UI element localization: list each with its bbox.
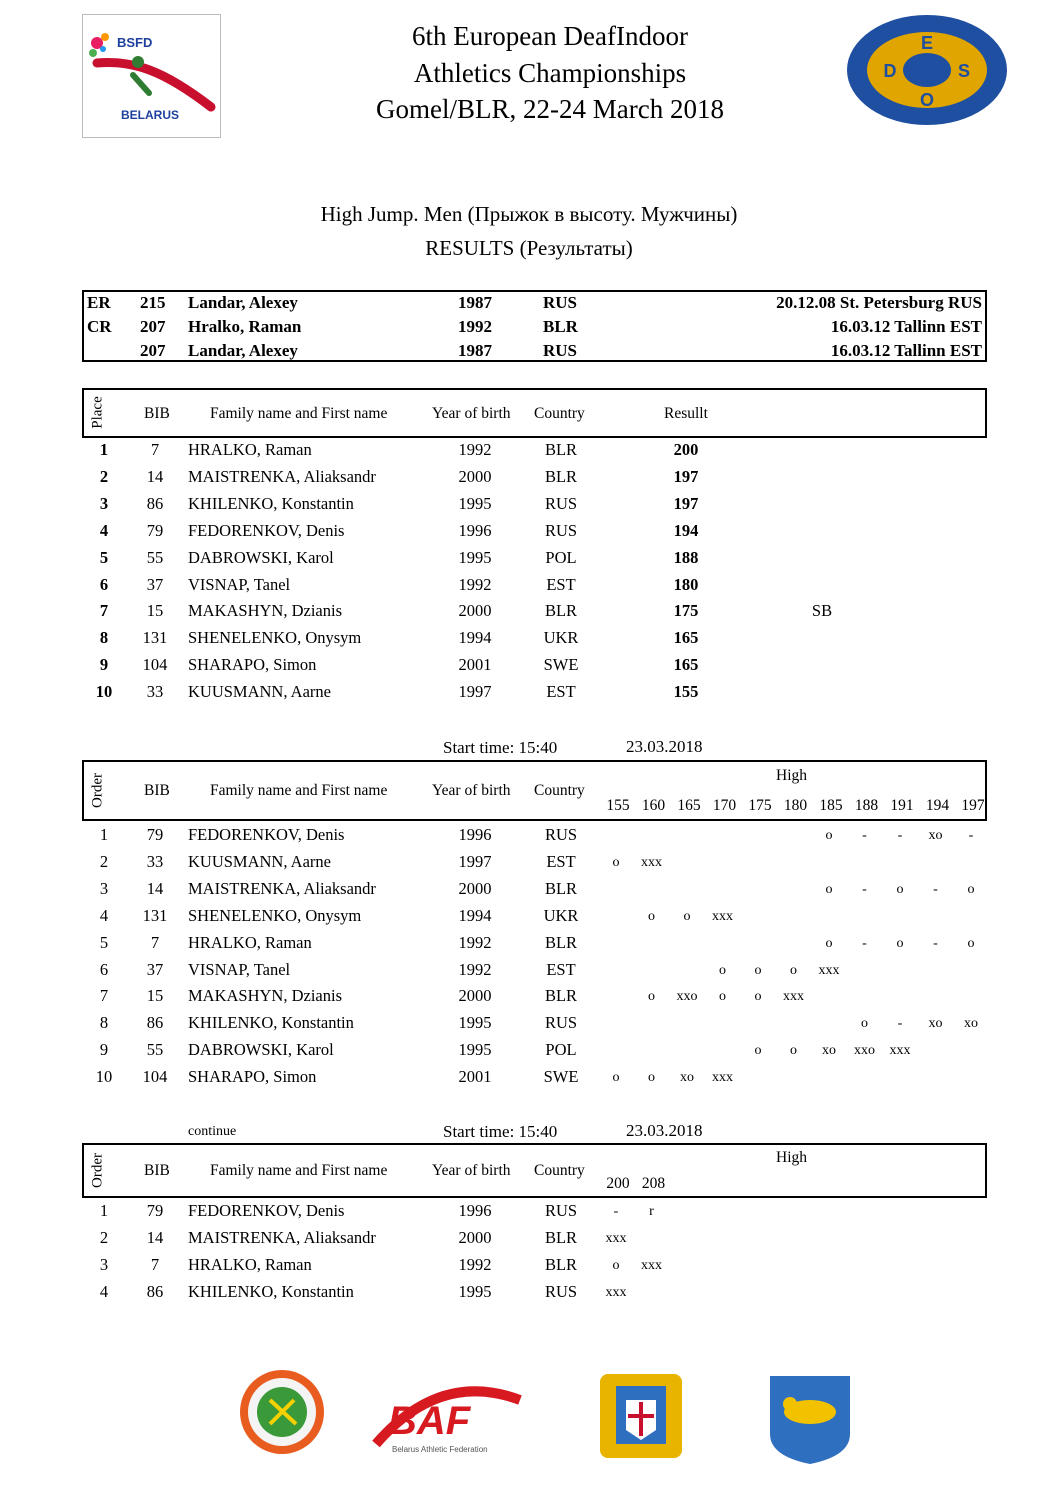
progression-row [0,1067,1058,1093]
birth-year: 1995 [458,547,492,567]
header-name: Family name and First name [210,1162,388,1179]
attempt-mark: o [896,935,904,951]
progression-row [0,960,1058,986]
attempt-mark: xo [928,828,943,843]
athlete-name: KHILENKO, Konstantin [188,493,354,513]
progression-row [0,1282,1058,1308]
athlete-name: KUUSMANN, Aarne [188,851,331,871]
order-number: 7 [99,986,109,1006]
attempt-mark: o [825,881,833,897]
athlete-bib: 131 [142,905,168,925]
result-bib: 7 [150,440,160,459]
attempt-mark: xxx [783,989,804,1005]
header-country: Country [534,1162,585,1179]
result-bib: 79 [146,520,164,540]
attempt-mark: - [862,828,867,843]
result-bib: 55 [146,547,164,567]
championship-title [290,18,810,128]
header-name: Family name and First name [210,782,388,799]
record-value: 207 [140,341,166,360]
height-label: 208 [641,1175,666,1192]
country-code: RUS [544,825,578,844]
athlete-bib: 55 [146,1040,164,1060]
country-code: BLR [544,466,578,486]
record-row [84,341,985,365]
record-type: CR [87,317,112,336]
height-label: 180 [783,797,808,814]
country-code: BLR [544,986,578,1006]
attempt-mark: - [862,881,867,897]
order-number: 10 [95,1067,113,1087]
result-bib: 104 [142,655,168,675]
height-label: 170 [712,797,737,814]
athlete-bib: 104 [142,1067,168,1087]
athlete-bib: 33 [146,851,164,871]
attempt-mark: - [933,881,938,897]
attempt-mark: xxx [818,962,840,978]
birth-year: 2000 [458,601,492,621]
athlete-name: MAISTRENKA, Aliaksandr [188,466,376,486]
baf-text: BAF [388,1399,471,1443]
progression-row [0,933,1058,959]
progression-header-2 [82,1143,987,1198]
start-time-label: Start time: [443,738,515,757]
result-mark: 200 [673,440,699,459]
attempt-mark: o [861,1016,868,1032]
attempt-mark: xxo [676,989,698,1005]
bsfd-text: BSFD [117,35,153,50]
country-code: BLR [544,878,578,898]
athlete-name: MAKASHYN, Dzianis [188,986,342,1006]
attempt-mark: - [897,828,903,843]
edso-letter-e: E [920,33,934,53]
attempt-mark: o [790,1043,797,1059]
result-bib: 37 [146,574,164,594]
athlete-name: HRALKO, Raman [188,932,312,952]
order-number: 4 [99,1281,109,1301]
athlete-name: DABROWSKI, Karol [188,547,334,567]
attempt-mark: - [968,828,974,843]
athlete-bib: 15 [146,986,164,1006]
country-code: SWE [543,655,579,675]
record-value: 207 [140,317,166,336]
attempt-mark: xxx [605,1230,627,1246]
order-number: 5 [99,932,109,952]
birth-year: 2000 [458,878,492,898]
athlete-bib: 14 [146,878,164,898]
start-time-value: 15:40 [518,738,558,757]
height-label: 165 [677,797,701,814]
height-label: 191 [890,797,914,814]
date-2: 23.03.2018 [626,1121,703,1140]
athlete-name: MAKASHYN, Dzianis [188,601,342,621]
athlete-name: KHILENKO, Konstantin [188,1281,354,1301]
progression-row [0,852,1058,878]
result-row [0,628,1058,654]
attempt-mark: xo [822,1043,836,1059]
birth-year: 2000 [458,1227,492,1247]
start-time-label: Start time: [443,1122,515,1141]
height-label: 175 [748,797,772,814]
athlete-name: HRALKO, Raman [188,1254,312,1274]
record-value: 215 [140,293,166,312]
event-title: High Jump. Men (Прыжок в высоту. Мужчины) [320,202,738,226]
athlete-name: FEDORENKOV, Denis [188,825,345,844]
birth-year: 1992 [458,932,492,952]
result-place: 7 [99,601,109,621]
athlete-name: SHARAPO, Simon [188,655,317,675]
order-number: 2 [99,851,109,871]
progression-row [0,1201,1058,1227]
record-info: 16.03.12 Tallinn EST [830,341,982,360]
attempt-mark: - [933,935,938,951]
header-name: Family name and First name [210,405,388,422]
height-label: 155 [606,797,630,814]
date-1: 23.03.2018 [626,737,703,756]
height-label: 188 [854,797,879,814]
athlete-name: KHILENKO, Konstantin [188,1013,354,1033]
record-name: Landar, Alexey [188,293,298,312]
record-country: RUS [543,341,578,360]
progression-header-1 [82,760,987,821]
result-row [0,440,1058,466]
order-number: 4 [99,905,109,925]
attempt-mark: o [967,935,975,951]
birth-year: 1997 [458,851,492,871]
birth-year: 1992 [458,1254,492,1274]
birth-year: 2000 [458,986,492,1006]
result-row [0,521,1058,547]
start-time-value: 15:40 [518,1122,558,1141]
country-code: EST [546,574,576,594]
height-label: 194 [925,797,950,814]
country-code: BLR [544,601,578,621]
attempt-mark: o [967,881,975,897]
header-order: Order [89,773,106,808]
record-row [84,293,985,317]
attempt-mark: xxx [889,1043,911,1059]
edso-letter-o: O [919,90,935,110]
result-mark: 188 [673,547,699,567]
start-time-1 [443,738,557,758]
order-number: 1 [99,825,109,844]
attempt-mark: o [754,1043,762,1059]
attempt-mark: o [648,908,655,924]
birth-year: 1996 [458,825,492,844]
result-place: 4 [99,520,109,540]
record-type: ER [87,293,111,312]
record-row [84,317,985,341]
result-mark: 197 [673,493,699,513]
result-place: 9 [99,655,109,675]
country-code: BLR [544,1227,578,1247]
record-name: Hralko, Raman [188,317,302,336]
baf-logo [376,1391,520,1454]
header-bib: BIB [144,782,170,799]
birth-year: 1996 [458,520,492,540]
birth-year: 1994 [458,905,492,925]
result-bib: 14 [146,466,164,486]
record-info: 20.12.08 St. Petersburg RUS [776,293,982,312]
result-mark: 180 [673,574,699,594]
continue-label: continue [188,1124,237,1139]
birth-year: 1997 [458,682,492,702]
attempt-mark: o [719,962,726,978]
birth-year: 1992 [458,574,492,594]
country-code: POL [545,547,577,567]
record-country: RUS [543,293,578,312]
record-year: 1987 [458,341,492,360]
baf-subtitle: Belarus Athletic Federation [392,1445,488,1454]
event-subtitle: RESULTS (Результаты) [425,236,633,260]
country-code: UKR [543,905,579,925]
record-year: 1987 [458,293,492,312]
title-line-3: Gomel/BLR, 22-24 March 2018 [376,94,724,124]
progression-row [0,1013,1058,1039]
progression-row [0,1228,1058,1254]
edso-letter-s: S [957,61,971,81]
order-number: 6 [99,959,109,979]
progression-row [0,879,1058,905]
attempt-mark: r [649,1204,654,1219]
header-country: Country [534,405,585,422]
birth-year: 1996 [458,1201,492,1220]
edso-logo [845,14,1008,127]
result-row [0,548,1058,574]
athlete-name: SHARAPO, Simon [188,1067,317,1087]
athlete-name: VISNAP, Tanel [188,959,291,979]
attempt-mark: o [648,1070,655,1086]
result-mark: 194 [673,520,699,540]
title-line-1: 6th European DeafIndoor [412,21,688,51]
country-code: EST [546,682,576,702]
gomel-region-coat-of-arms-icon [600,1374,682,1458]
athlete-name: FEDORENKOV, Denis [188,520,345,540]
country-code: POL [545,1040,577,1060]
attempt-mark: xo [680,1070,694,1086]
result-bib: 33 [146,682,164,702]
attempt-mark: o [754,989,762,1005]
header-country: Country [534,782,585,799]
height-label: 197 [961,797,985,814]
attempt-mark: o [683,908,691,924]
country-code: RUS [544,1013,578,1033]
attempt-mark: o [896,881,904,897]
order-number: 2 [99,1227,109,1247]
athlete-name: MAISTRENKA, Aliaksandr [188,1227,376,1247]
header-place: Place [89,396,106,429]
birth-year: 2001 [458,1067,492,1087]
height-label: 200 [606,1175,630,1192]
country-code: RUS [544,1281,578,1301]
records-box [82,290,987,362]
header-result: Resullt [664,405,708,422]
result-row [0,655,1058,681]
record-year: 1992 [458,317,492,336]
country-code: BLR [544,1254,578,1274]
attempt-mark: - [862,935,867,951]
header-year: Year of birth [432,782,511,799]
attempt-mark: xxx [712,1070,733,1086]
attempt-mark: xxx [641,1257,662,1273]
birth-year: 2001 [458,655,492,675]
attempt-mark: - [897,1016,903,1032]
gomel-city-coat-of-arms-icon [770,1376,850,1464]
header-bib: BIB [144,405,170,422]
athlete-name: SHENELENKO, Onysym [188,905,362,925]
athlete-name: SHENELENKO, Onysym [188,628,362,648]
result-place: 2 [99,466,109,486]
bsfd-belarus-logo [82,14,221,138]
birth-year: 1995 [458,1013,492,1033]
attempt-mark: xxo [854,1043,875,1059]
country-code: EST [546,959,576,979]
athlete-name: DABROWSKI, Karol [188,1040,334,1060]
header-high: High [776,1149,807,1166]
result-place: 10 [95,682,113,702]
belarus-text: BELARUS [121,108,180,122]
athlete-bib: 86 [146,1281,164,1301]
result-note: SB [811,601,833,621]
result-row [0,601,1058,627]
result-mark: 165 [673,628,699,648]
result-mark: 175 [673,601,699,621]
sunburst-icon [89,33,109,57]
athlete-bib: 14 [146,1227,164,1247]
birth-year: 1995 [458,493,492,513]
progression-row [0,1040,1058,1066]
country-code: UKR [543,628,579,648]
sponsor-logos [0,1360,1058,1470]
record-info: 16.03.12 Tallinn EST [830,317,982,336]
order-number: 1 [99,1201,109,1220]
athlete-name: HRALKO, Raman [188,440,312,459]
edso-letter-d: D [883,61,897,81]
country-code: BLR [544,932,578,952]
athlete-name: MAISTRENKA, Aliaksandr [188,878,376,898]
birth-year: 2000 [458,466,492,486]
progression-row [0,1255,1058,1281]
birth-year: 1992 [458,959,492,979]
athlete-bib: 79 [146,825,164,844]
athlete-bib: 79 [146,1201,164,1220]
attempt-mark: o [790,962,797,978]
attempt-mark: o [719,989,726,1005]
country-code: RUS [544,493,578,513]
birth-year: 1995 [458,1281,492,1301]
athlete-bib: 7 [150,932,160,952]
athlete-name: KUUSMANN, Aarne [188,682,331,702]
attempt-mark: o [825,935,833,951]
ministry-sport-emblem-icon [240,1370,324,1454]
attempt-mark: o [612,1070,620,1086]
attempt-mark: o [648,989,655,1005]
header-bib: BIB [144,1162,170,1179]
country-code: SWE [543,1067,579,1087]
result-place: 3 [99,493,109,513]
attempt-mark: o [754,962,762,978]
order-number: 8 [99,1013,109,1033]
order-number: 3 [99,878,109,898]
athlete-name: FEDORENKOV, Denis [188,1201,345,1220]
country-code: RUS [544,520,578,540]
result-row [0,682,1058,708]
result-bib: 15 [146,601,164,621]
attempt-mark: - [613,1204,619,1219]
result-row [0,575,1058,601]
height-label: 160 [641,797,666,814]
athlete-bib: 7 [150,1254,160,1274]
progression-row [0,825,1058,851]
progression-row [0,986,1058,1012]
result-row [0,494,1058,520]
birth-year: 1992 [458,440,492,459]
birth-year: 1995 [458,1040,492,1060]
result-bib: 86 [146,493,164,513]
country-code: RUS [544,1201,578,1220]
attempt-mark: xxx [641,854,662,870]
result-mark: 165 [673,655,699,675]
athlete-bib: 86 [146,1013,164,1033]
attempt-mark: o [612,1257,620,1273]
attempt-mark: o [825,828,833,843]
record-country: BLR [543,317,578,336]
result-place: 6 [99,574,109,594]
country-code: BLR [544,440,578,459]
result-bib: 131 [142,628,168,648]
result-place: 5 [99,547,109,567]
header-high: High [776,767,807,784]
attempt-mark: xxx [712,908,733,924]
country-code: EST [546,851,576,871]
results-table-header [82,388,987,438]
birth-year: 1994 [458,628,492,648]
height-label: 185 [819,797,843,814]
header-order: Order [89,1153,106,1188]
athlete-name: VISNAP, Tanel [188,574,291,594]
athlete-bib: 37 [146,959,164,979]
result-mark: 155 [673,682,699,702]
result-row [0,467,1058,493]
order-number: 9 [99,1040,109,1060]
attempt-mark: xo [964,1016,978,1032]
header-year: Year of birth [432,1162,511,1179]
result-mark: 197 [673,466,699,486]
result-place: 8 [99,628,109,648]
header-year: Year of birth [432,405,511,422]
order-number: 3 [99,1254,109,1274]
progression-row [0,906,1058,932]
title-line-2: Athletics Championships [413,57,687,88]
result-place: 1 [99,440,109,459]
attempt-mark: o [612,854,620,870]
start-time-2 [443,1122,557,1142]
record-name: Landar, Alexey [188,341,298,360]
attempt-mark: xo [928,1016,943,1032]
attempt-mark: xxx [605,1284,627,1300]
